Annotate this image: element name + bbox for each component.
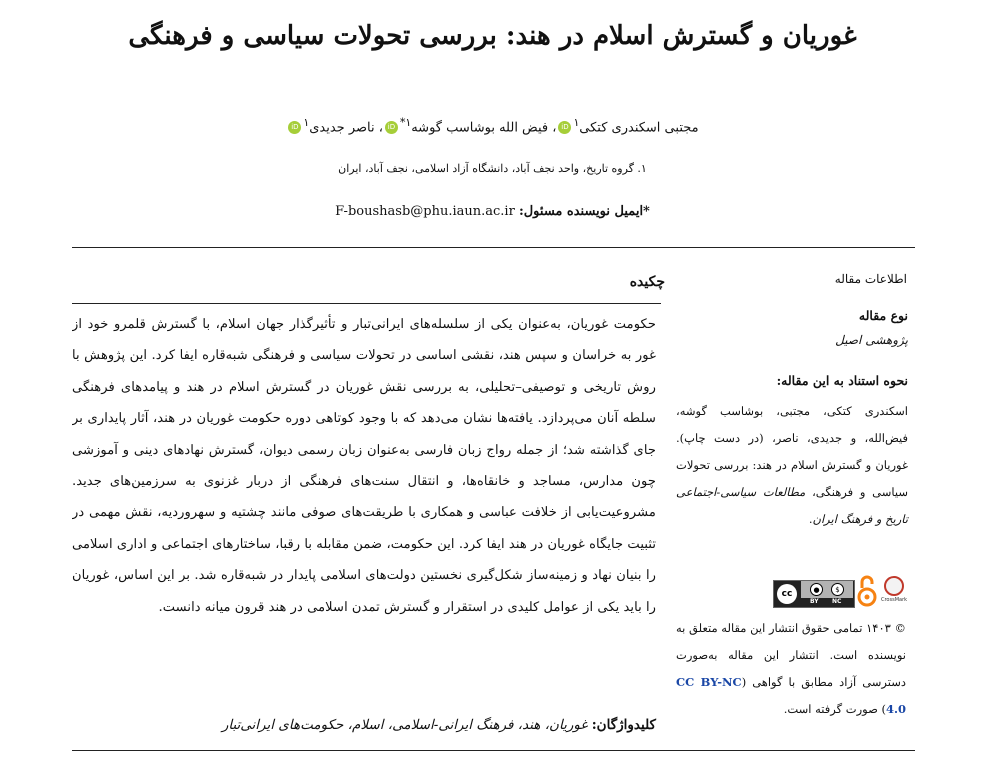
divider-abstract [72, 303, 661, 304]
corresponding-email [0, 204, 985, 219]
copyright-end: ) صورت گرفته است. [783, 702, 886, 716]
affiliation: ۱. گروه تاریخ، واحد نجف آباد، دانشگاه آزاد اسلامی، نجف آباد، ایران [338, 162, 647, 175]
article-type-label: نوع مقاله [858, 308, 908, 323]
divider-bottom [72, 750, 915, 751]
copyright-notice [676, 615, 906, 723]
author-name: مجتبی اسکندری کتکی [579, 120, 699, 136]
citation-text [676, 398, 908, 533]
affiliation-marker: ۱ [303, 116, 310, 129]
citation-body: اسکندری کتکی، مجتبی، بوشاسب گوشه، فیض‌الله، و جدیدی، ناصر، (در دست چاپ). غوریان و گسترش اسلام در هند: بررسی تحولات سیاسی و فرهنگی، [676, 404, 908, 499]
article-info-heading: اطلاعات مقاله [834, 272, 907, 286]
cc-license-badge[interactable] [773, 580, 855, 608]
crossmark-icon[interactable] [881, 576, 906, 608]
author-list [0, 116, 985, 135]
article-type-value: پژوهشی اصیل [835, 333, 908, 347]
keywords [72, 717, 656, 733]
citation-journal: مطالعات سیاسی-اجتماعی تاریخ و فرهنگ ایران [676, 485, 908, 526]
citation-end: . [808, 512, 813, 526]
abstract-heading: چکیده [629, 274, 665, 290]
email-label: *ایمیل نویسنده مسئول: [518, 204, 650, 219]
license-logos [773, 574, 906, 610]
copyright-text: © ۱۴۰۳ تمامی حقوق انتشار این مقاله متعلق به نویسنده است. انتشار این مقاله به‌صورت دسترسی آزاد مطابق با گواهی ( [676, 621, 906, 689]
keywords-label: کلیدواژگان: [591, 717, 656, 733]
by-icon: ● [810, 583, 823, 596]
paper-title: غوریان و گسترش اسلام در هند: بررسی تحولات سیاسی و فرهنگی [128, 21, 857, 51]
citation-label: نحوه استناد به این مقاله: [776, 373, 908, 388]
orcid-icon[interactable]: iD [558, 121, 571, 134]
abstract-text: حکومت غوریان، به‌عنوان یکی از سلسله‌های ایرانی‌تبار و تأثیرگذار جهان اسلام، با گسترش قلمرو خود از غور به خراسان و سپس هند، نقشی اساسی در تحولات سیاسی و فرهنگی شبه‌قاره ایفا کرد. این پژوهش با روش تاریخی و توصیفی–تحلیلی، به بررسی نقش غوریان در گسترش اسلام در هند و پیامدهای فرهنگی سلطه آنان می‌پردازد. یافته‌ها نشان می‌دهد که با وجود کوتاهی دوره حکومت غوریان در هند، آثار پایداری بر جای گذاشته شد؛ از جمله رواج زبان فارسی به‌عنوان زبان رسمی دیوان، گسترش نهادهای دینی و آموزشی چون مدارس، مساجد و خانقاه‌ها، و انتقال سنت‌های فرهنگی از دربار غزنوی به سرزمین‌های جدید. مشروعیت‌یابی از خلافت عباسی و همکاری با طریقت‌های صوفی مانند چشتیه و سهروردیه، نقش مهمی در تثبیت جایگاه غوریان در هند ایفا کرد. این حکومت، ضمن مقابله با رقبا، ساختارهای اجتماعی و اداری اسلامی را بنیان نهاد و زمینه‌ساز شکل‌گیری نخستین دولت‌های اسلامی پایدار در شبه‌قاره شد. بر این اساس، غوریان را باید یکی از عوامل کلیدی در استقرار و گسترش تمدن اسلامی در هند قرون میانه دانست. [72, 317, 656, 615]
orcid-icon[interactable]: iD [385, 121, 398, 134]
affiliation-marker: ۱* [399, 116, 412, 129]
article-info-sidebar [676, 308, 908, 533]
nc-icon: $ [831, 583, 844, 596]
cc-icon: cc [777, 584, 797, 604]
divider-top [72, 247, 915, 248]
orcid-icon[interactable]: iD [288, 121, 301, 134]
nc-label: NC [832, 598, 842, 605]
author-name: ، ناصر جدیدی [309, 120, 383, 136]
by-label: BY [810, 598, 819, 605]
affiliation-marker: ۱ [573, 116, 580, 129]
open-access-icon [857, 574, 877, 608]
author-name: ، فیض الله بوشاسب گوشه [411, 120, 557, 136]
email-address[interactable]: F-boushasb@phu.iaun.ac.ir [335, 204, 515, 219]
crossmark-label: CrossMark [881, 597, 908, 603]
license-link[interactable]: CC BY-NC 4.0 [676, 675, 906, 716]
keywords-value: غوریان، هند، فرهنگ ایرانی-اسلامی، اسلام، حکومت‌های ایرانی‌تبار [221, 717, 588, 733]
